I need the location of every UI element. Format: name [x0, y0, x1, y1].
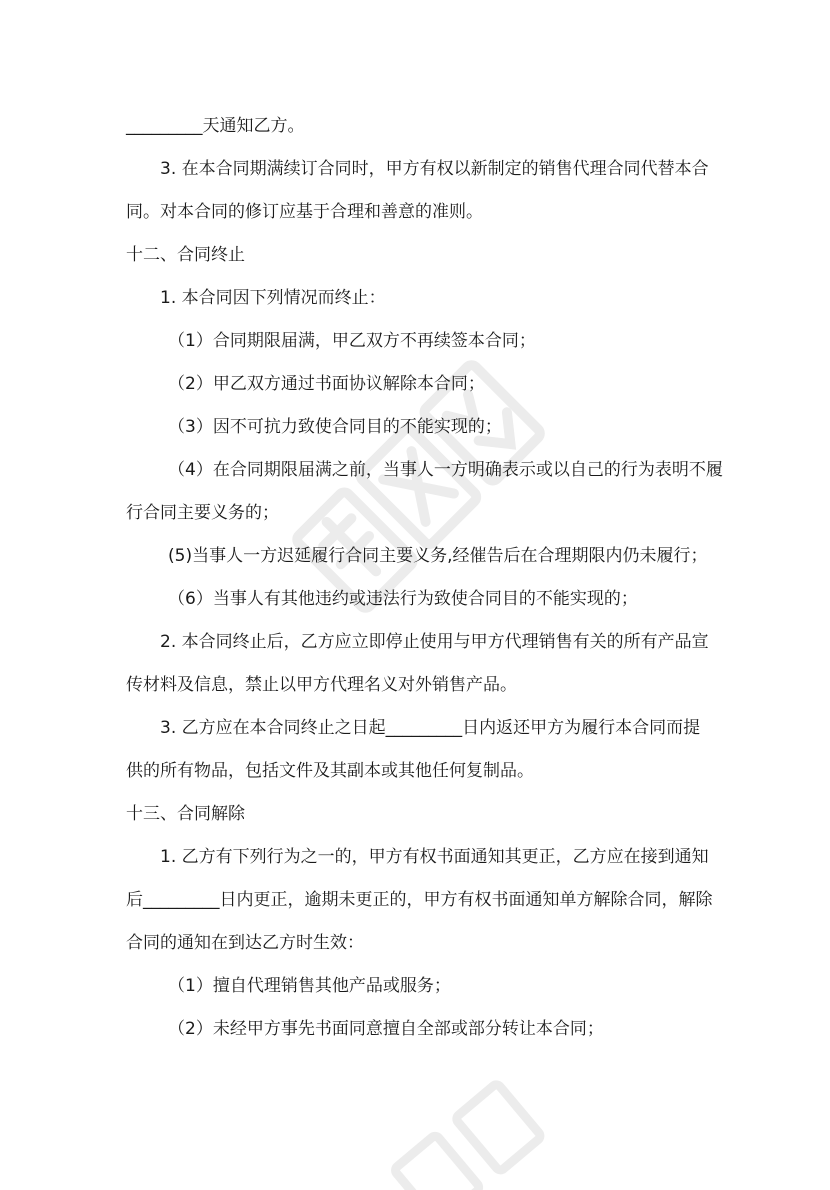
sub-item: （1）擅自代理销售其他产品或服务；	[168, 976, 451, 996]
section-heading: 十三、合同解除	[126, 804, 245, 824]
document-body	[126, 105, 723, 1051]
section-heading: 十二、合同终止	[126, 245, 245, 265]
clause-item: 2. 本合同终止后，乙方应立即停止使用与甲方代理销售有关的所有产品宣	[160, 632, 709, 652]
sub-item: （3）因不可抗力致使合同目的不能实现的；	[168, 417, 502, 437]
text-line: 合同的通知在到达乙方时生效：	[126, 933, 364, 953]
clause-item: 1. 本合同因下列情况而终止：	[160, 288, 386, 308]
sub-item: （4）在合同期限届满之前，当事人一方明确表示或以自己的行为表明不履	[168, 460, 723, 480]
sub-item: （2）甲乙双方通过书面协议解除本合同；	[168, 374, 485, 394]
text-line: 同。对本合同的修订应基于合理和善意的准则。	[126, 202, 483, 222]
text-line: 后_________日内更正，逾期未更正的，甲方有权书面通知单方解除合同，解除	[126, 890, 713, 910]
text-line: 行合同主要义务的；	[126, 503, 279, 523]
clause-item: 3. 在本合同期满续订合同时，甲方有权以新制定的销售代理合同代替本合	[160, 159, 709, 179]
sub-item: （1）合同期限届满，甲乙双方不再续签本合同；	[168, 331, 536, 351]
text-line: _________天通知乙方。	[126, 116, 305, 136]
sub-item: （6）当事人有其他违约或违法行为致使合同目的不能实现的；	[168, 589, 638, 609]
text-line: 供的所有物品，包括文件及其副本或其他任何复制品。	[126, 761, 534, 781]
clause-item: 3. 乙方应在本合同终止之日起_________日内返还甲方为履行本合同而提	[160, 718, 701, 738]
sub-item: （2）未经甲方事先书面同意擅自全部或部分转让本合同；	[168, 1019, 604, 1039]
clause-item: 1. 乙方有下列行为之一的，甲方有权书面通知其更正，乙方应在接到通知	[160, 847, 709, 867]
sub-item: (5)当事人一方迟延履行合同主要义务,经催告后在合理期限内仍未履行；	[168, 546, 708, 566]
text-line: 传材料及信息，禁止以甲方代理名义对外销售产品。	[126, 675, 517, 695]
